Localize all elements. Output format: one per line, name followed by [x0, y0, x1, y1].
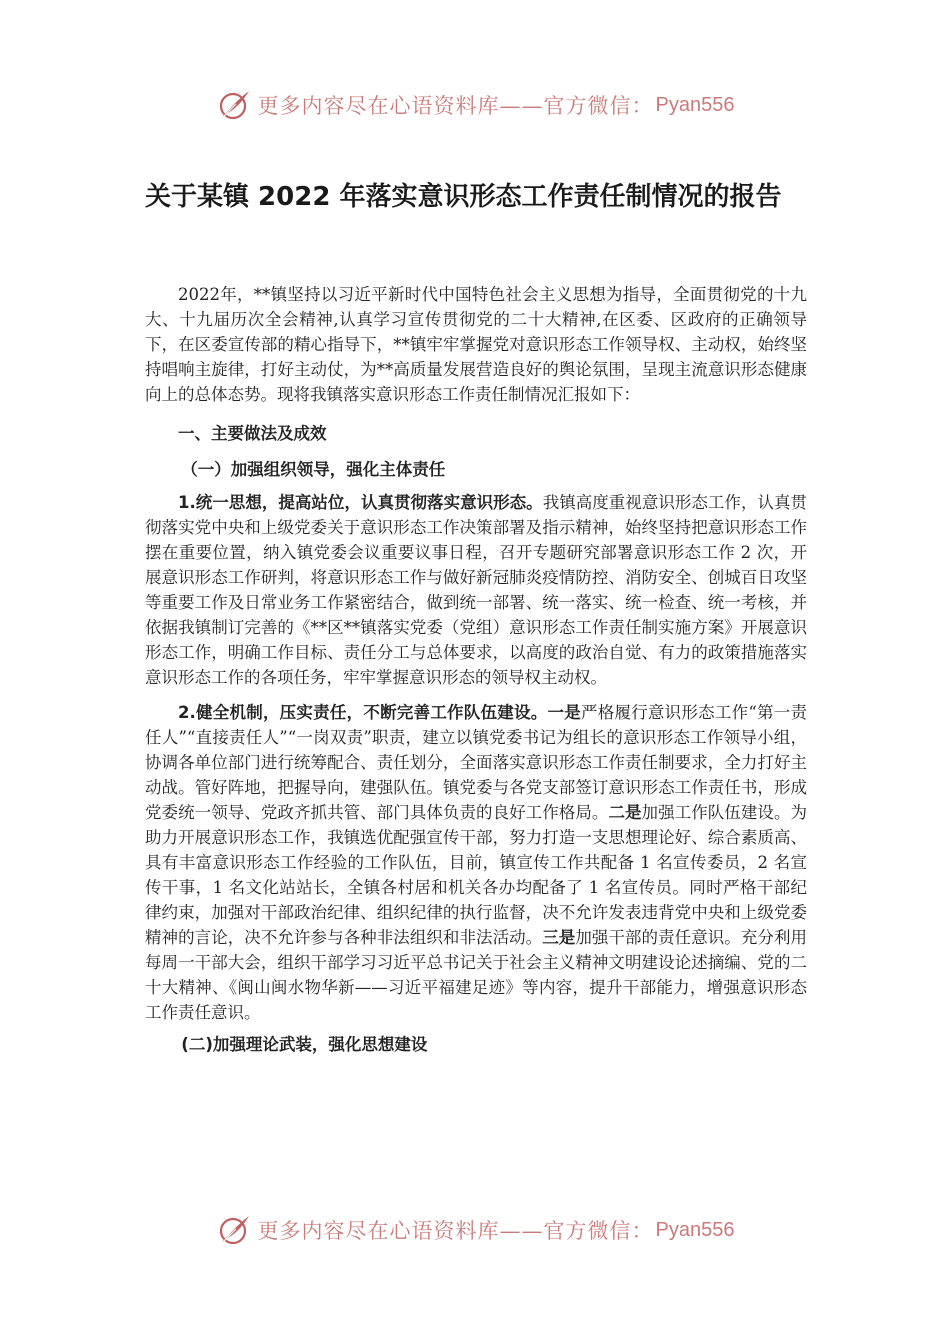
- watermark-banner-top: [0, 82, 950, 128]
- item2-key3: 三是: [542, 928, 576, 947]
- item1-text: 我镇高度重视意识形态工作，认真贯彻落实党中央和上级党委关于意识形态工作决策部署及指示精神，始终坚持把意识形态工作摆在重要位置，纳入镇党委会议重要议事日程，召开专题研究部署意识形态工作 2 次，开展意识形态工作研判，将意识形态工作与做好新冠肺炎疫情防控、消防安全、创城百日攻坚等重要工作及日常业务工作紧密结合，做到统一部署、统一落实、统一检查、统一考核，并依据我镇制订完善的《**区**镇落实党委（党组）意识形态工作责任制实施方案》开展意识形态工作，明确工作目标、责任分工与总体要求，以高度的政治自觉、有力的政策措施落实意识形态工作的各项任务，牢牢掌握意识形态的领导权主动权。: [145, 493, 808, 687]
- item2-lead: 2.健全机制，压实责任，不断完善工作队伍建设。: [178, 703, 548, 722]
- watermark-id: Pyan556: [655, 93, 735, 116]
- item2-key1: 一是: [547, 703, 581, 722]
- item2-text3: 加强干部的责任意识。充分利用每周一干部大会，组织干部学习习近平总书记关于社会主义精神文明建设论述摘编、党的二十大精神、《闽山闽水物华新——习近平福建足迹》等内容，提升干部能力，增强意识形态工作责任意识。: [145, 928, 808, 1022]
- item2-text2: 加强工作队伍建设。为助力开展意识形态工作，我镇选优配强宣传干部，努力打造一支思想理论好、综合素质高、具有丰富意识形态工作经验的工作队伍，目前，镇宣传工作共配备 1 名宣传委员，2 名宣传干事，1 名文化站站长，全镇各村居和机关各办均配备了 1 名宣传员。同时严格干部纪律约束，加强对干部政治纪律、组织纪律的执行监督，决不允许发表违背党中央和上级党委精神的言论，决不允许参与各种非法组织和非法活动。: [145, 803, 808, 947]
- subsection-heading-2: (二)加强理论武装，强化思想建设: [181, 1035, 428, 1054]
- document-body: [145, 282, 807, 1065]
- watermark-banner-bottom: [0, 1207, 950, 1253]
- quill-logo-icon: [216, 1212, 252, 1248]
- document-title: 关于某镇 2022 年落实意识形态工作责任制情况的报告: [145, 182, 782, 212]
- intro-paragraph: 2022年，**镇坚持以习近平新时代中国特色社会主义思想为指导，全面贯彻党的十九大、十九届历次全会精神,认真学习宣传贯彻党的二十大精神,在区委、区政府的正确领导下，在区委宣传部的精心指导下，**镇牢牢掌握党对意识形态工作领导权、主动权，始终坚持唱响主旋律，打好主动仗，为**高质量发展营造良好的舆论氛围，呈现主流意识形态健康向上的总体态势。现将我镇落实意识形态工作责任制情况汇报如下：: [145, 285, 807, 404]
- quill-logo-icon: [216, 87, 252, 123]
- watermark-text: 更多内容尽在心语资料库——官方微信：: [257, 94, 654, 118]
- watermark-text: 更多内容尽在心语资料库——官方微信：: [257, 1219, 654, 1243]
- item2-text1: 严格履行意识形态工作“第一责任人”“直接责任人”“一岗双责”职责，建立以镇党委书记为组长的意识形态工作领导小组，协调各单位部门进行统筹配合、责任划分，全面落实意识形态工作责任制要求，全力打好主动战。管好阵地，把握导向，建强队伍。镇党委与各党支部签订意识形态工作责任书，形成党委统一领导、党政齐抓共管、部门具体负责的良好工作格局。: [145, 703, 808, 822]
- section-heading: 一、主要做法及成效: [178, 424, 327, 443]
- item2-paragraph: [145, 700, 807, 1025]
- item1-lead: 1.统一思想，提高站位，认真贯彻落实意识形态。: [178, 493, 543, 512]
- item2-key2: 二是: [608, 803, 642, 822]
- item1-paragraph: [145, 490, 807, 690]
- subsection-heading-1: （一）加强组织领导，强化主体责任: [181, 460, 446, 479]
- watermark-id: Pyan556: [655, 1218, 735, 1241]
